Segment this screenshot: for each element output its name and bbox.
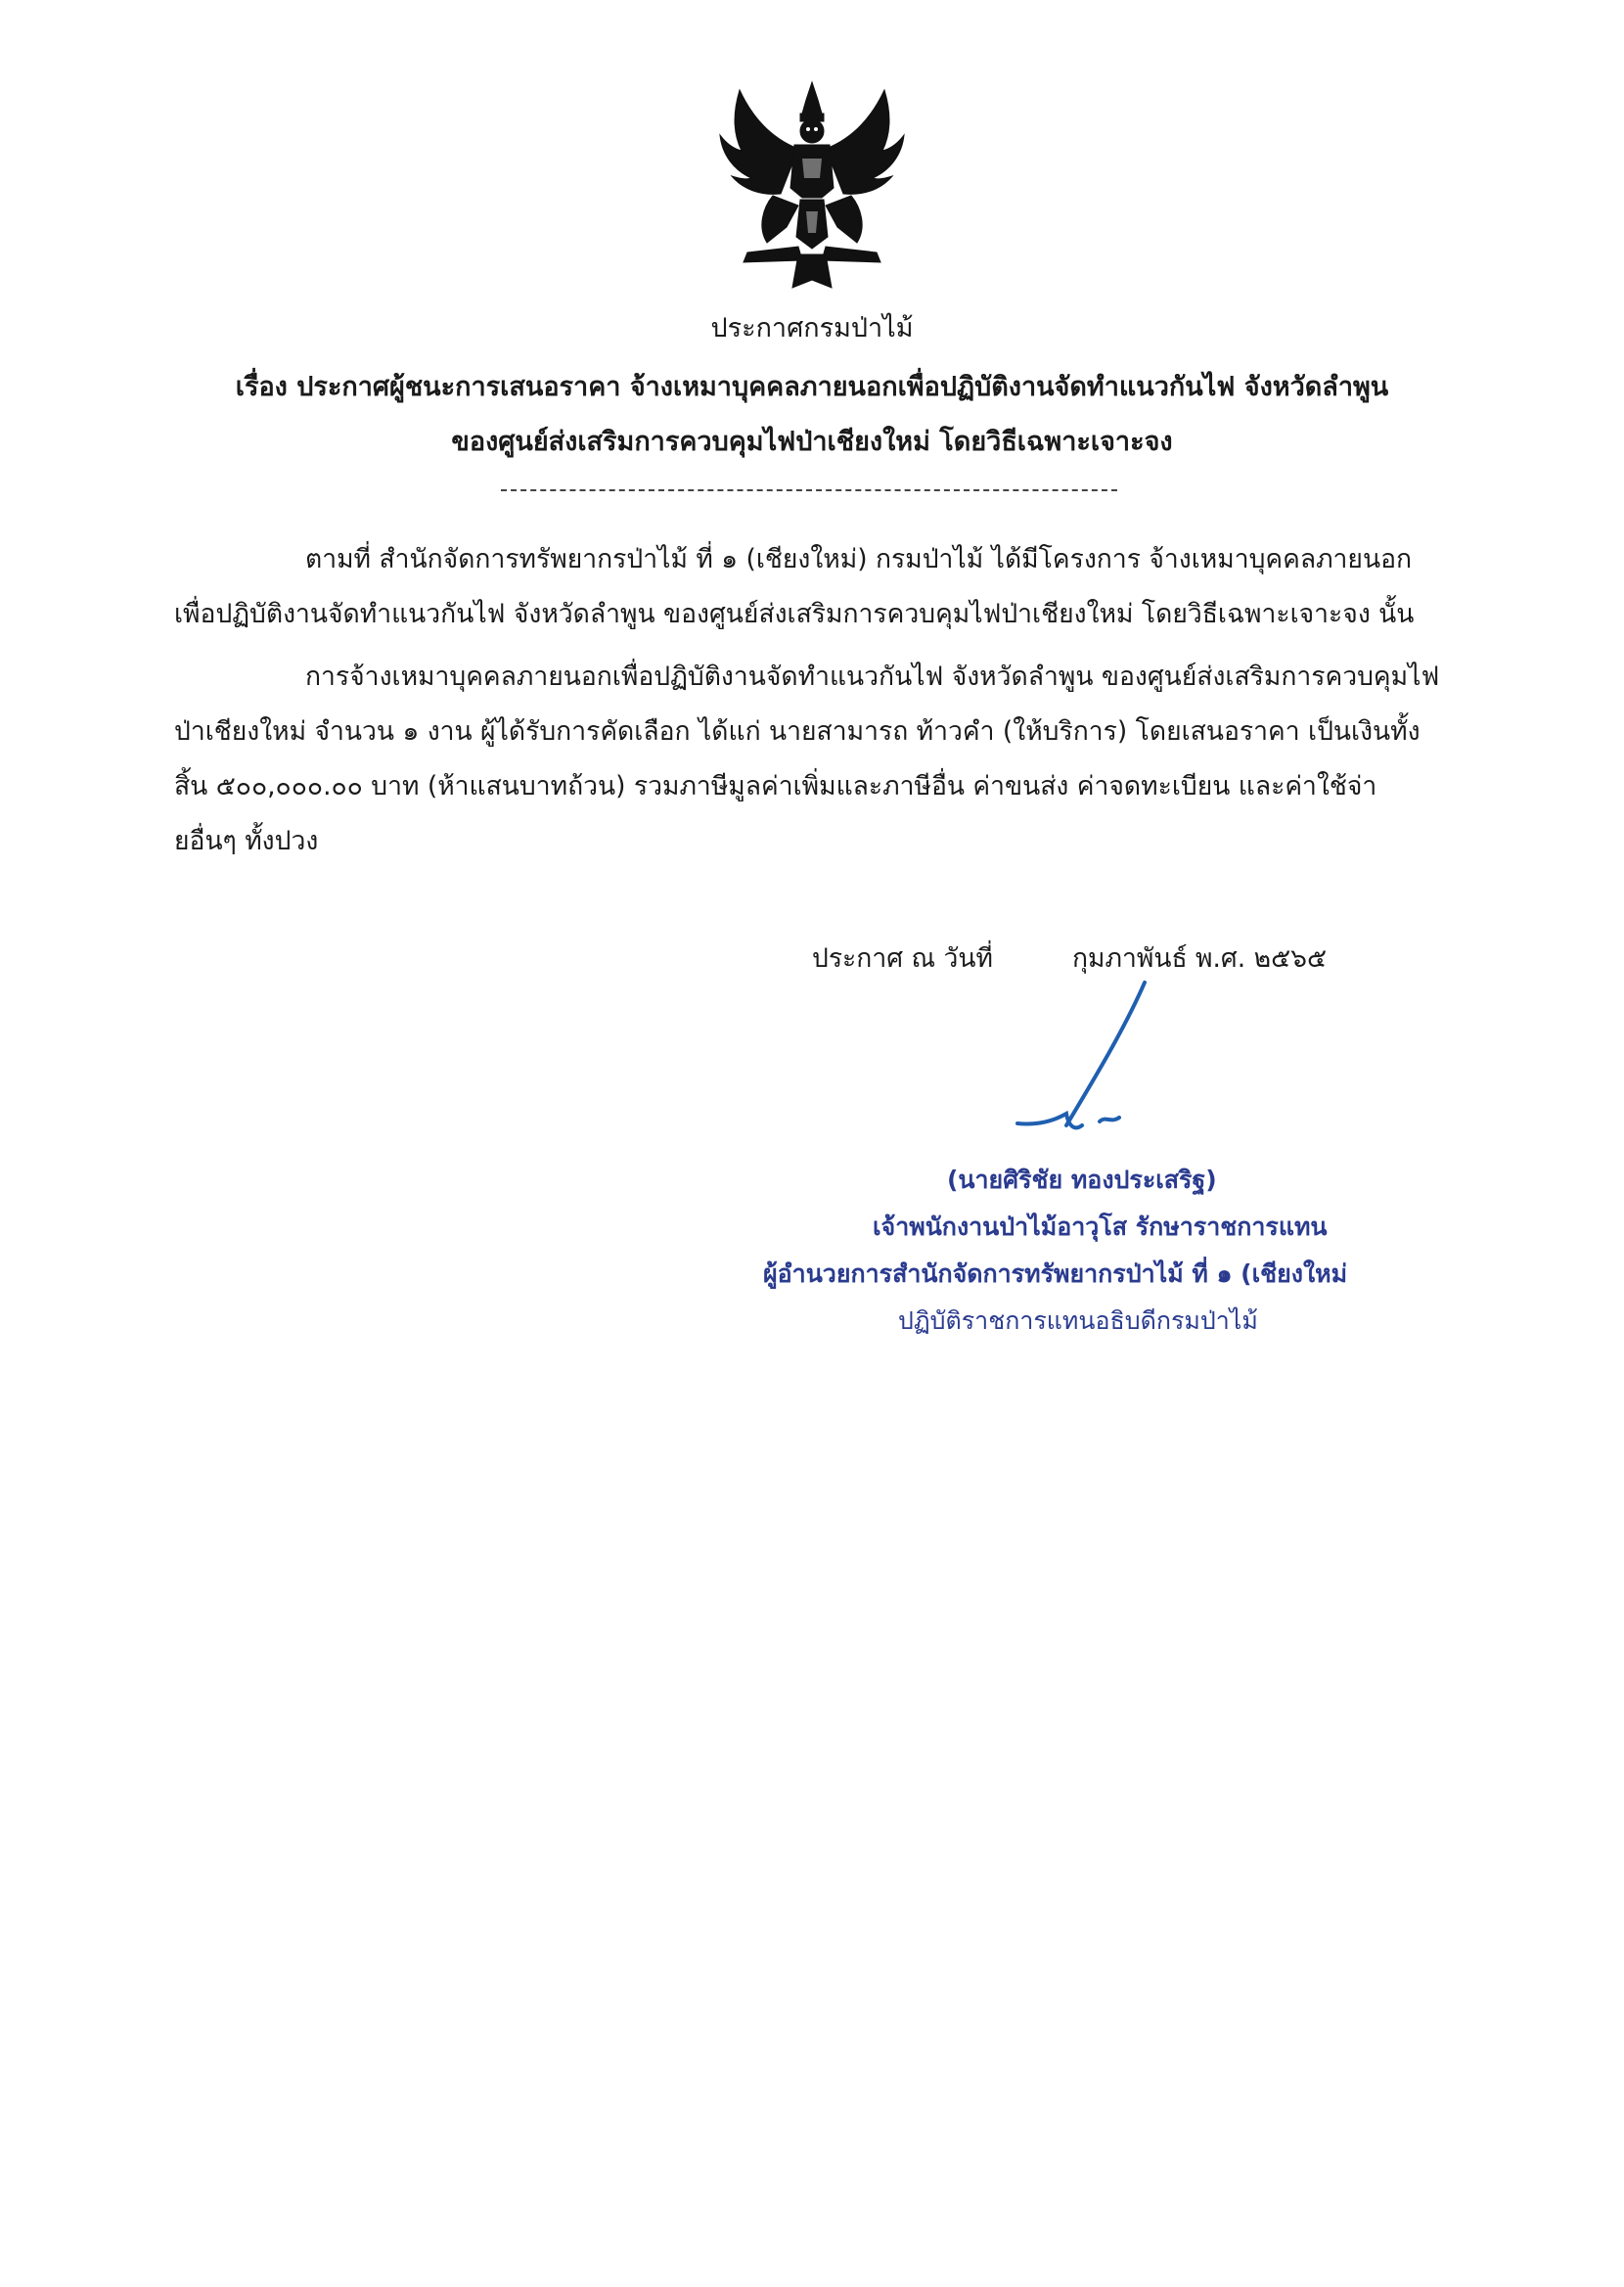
date-label: ประกาศ ณ วันที่ [812, 943, 993, 974]
paragraph-2-line-1: การจ้างเหมาบุคคลภายนอกเพื่อปฏิบัติงานจัดทำแนวกันไฟ จังหวัดลำพูน ของศูนย์ส่งเสริมการควบคุมไฟ [305, 662, 1440, 692]
signer-position-2: ผู้อำนวยการสำนักจัดการทรัพยากรป่าไม้ ที่ ๑ (เชียงใหม่ [763, 1259, 1348, 1288]
separator-line [501, 489, 1117, 491]
signer-name: (นายศิริชัย ทองประเสริฐ) [947, 1166, 1217, 1194]
paragraph-1-line-1: ตามที่ สำนักจัดการทรัพยากรป่าไม้ ที่ ๑ (เชียงใหม่) กรมป่าไม้ ได้มีโครงการ จ้างเหมาบุคคลภายนอก [305, 544, 1413, 574]
paragraph-2-line-3: สิ้น ๕๐๐,๐๐๐.๐๐ บาท (ห้าแสนบาทถ้วน) รวมภาษีมูลค่าเพิ่มและภาษีอื่น ค่าขนส่ง ค่าจดทะเบียน และค่าใช้จ่า [174, 771, 1377, 801]
handwritten-signature [998, 979, 1252, 1155]
signer-position-1: เจ้าพนักงานป่าไม้อาวุโส รักษาราชการแทน [873, 1212, 1328, 1241]
paragraph-2-line-4: ยอื่นๆ ทั้งปวง [174, 826, 319, 856]
subject-line-1: เรื่อง ประกาศผู้ชนะการเสนอราคา จ้างเหมาบุคคลภายนอกเพื่อปฏิบัติงานจัดทำแนวกันไฟ จังหวัดลำพูน [235, 372, 1389, 402]
garuda-emblem-icon [704, 80, 920, 296]
subject-line-2: ของศูนย์ส่งเสริมการควบคุมไฟป่าเชียงใหม่ โดยวิธีเฉพาะเจาะจง [451, 427, 1173, 457]
signer-position-3: ปฏิบัติราชการแทนอธิบดีกรมป่าไม้ [898, 1306, 1258, 1335]
date-value: กุมภาพันธ์ พ.ศ. ๒๕๖๕ [1072, 943, 1328, 974]
paragraph-1-line-2: เพื่อปฏิบัติงานจัดทำแนวกันไฟ จังหวัดลำพูน ของศูนย์ส่งเสริมการควบคุมไฟป่าเชียงใหม่ โดยวิธีเฉพาะเจาะจง นั้น [174, 599, 1415, 629]
issuer-title: ประกาศกรมป่าไม้ [710, 313, 914, 343]
paragraph-2-line-2: ป่าเชียงใหม่ จำนวน ๑ งาน ผู้ได้รับการคัดเลือก ได้แก่ นายสามารถ ท้าวคำ (ให้บริการ) โดยเสนอราคา เป็นเงินทั้ง [174, 716, 1421, 747]
